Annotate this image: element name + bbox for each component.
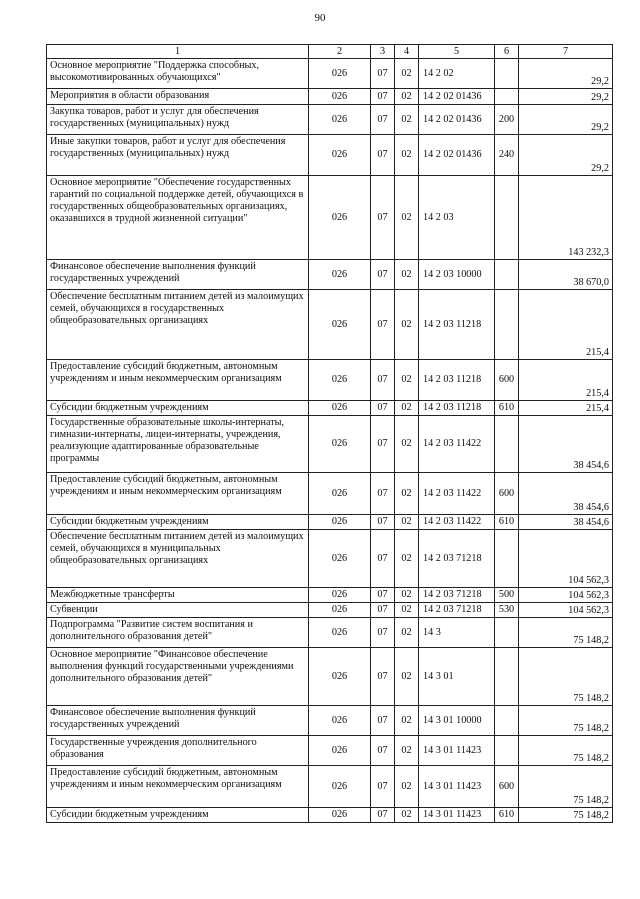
row-amount-cell: 38 670,0 [519, 260, 613, 290]
row-name-cell: Мероприятия в области образования [47, 89, 309, 105]
row-target-article-cell: 14 2 02 [419, 59, 495, 89]
column-header: 6 [495, 45, 519, 59]
table-row [47, 515, 613, 530]
row-ministry-code-cell: 026 [309, 416, 371, 473]
row-ministry-code-cell: 026 [309, 260, 371, 290]
row-subsection-cell: 02 [395, 473, 419, 515]
row-ministry-code-cell: 026 [309, 603, 371, 618]
row-name-cell: Межбюджетные трансферты [47, 588, 309, 603]
table-row [47, 766, 613, 808]
row-amount-cell: 75 148,2 [519, 766, 613, 808]
table-row [47, 603, 613, 618]
row-expense-type-cell: 610 [495, 808, 519, 823]
row-target-article-cell: 14 2 03 11422 [419, 416, 495, 473]
table-row [47, 360, 613, 401]
row-name-cell: Обеспечение бесплатным питанием детей из малоимущих семей, обучающихся в муниципальных общеобразовательных организациях [47, 530, 309, 588]
row-amount-cell: 38 454,6 [519, 515, 613, 530]
row-section-cell: 07 [371, 105, 395, 135]
table-row [47, 401, 613, 416]
row-subsection-cell: 02 [395, 59, 419, 89]
table-row [47, 59, 613, 89]
row-amount-cell: 104 562,3 [519, 530, 613, 588]
row-target-article-cell: 14 3 01 10000 [419, 706, 495, 736]
row-section-cell: 07 [371, 360, 395, 401]
row-name-cell: Государственные образовательные школы-интернаты, гимназии-интернаты, лицеи-интернаты, учреждения, реализующие адаптированные образовательные программы [47, 416, 309, 473]
row-section-cell: 07 [371, 588, 395, 603]
row-subsection-cell: 02 [395, 105, 419, 135]
row-ministry-code-cell: 026 [309, 766, 371, 808]
row-expense-type-cell: 200 [495, 105, 519, 135]
row-subsection-cell: 02 [395, 401, 419, 416]
row-subsection-cell: 02 [395, 416, 419, 473]
row-expense-type-cell: 530 [495, 603, 519, 618]
row-section-cell: 07 [371, 135, 395, 176]
row-name-cell: Субсидии бюджетным учреждениям [47, 515, 309, 530]
row-name-cell: Предоставление субсидий бюджетным, автономным учреждениям и иным некоммерческим организациям [47, 473, 309, 515]
row-name-cell: Основное мероприятие "Обеспечение государственных гарантий по социальной поддержке детей, обучающихся в государственных общеобразовательных организациях, оказавшихся в трудной жизненной ситуации" [47, 176, 309, 260]
row-target-article-cell: 14 3 [419, 618, 495, 648]
table-row [47, 473, 613, 515]
budget-table [46, 44, 613, 823]
row-subsection-cell: 02 [395, 290, 419, 360]
row-expense-type-cell: 610 [495, 515, 519, 530]
row-expense-type-cell: 600 [495, 360, 519, 401]
row-section-cell: 07 [371, 473, 395, 515]
row-expense-type-cell: 600 [495, 766, 519, 808]
row-ministry-code-cell: 026 [309, 808, 371, 823]
row-amount-cell: 38 454,6 [519, 416, 613, 473]
row-amount-cell: 75 148,2 [519, 736, 613, 766]
row-name-cell: Предоставление субсидий бюджетным, автономным учреждениям и иным некоммерческим организациям [47, 766, 309, 808]
table-row [47, 89, 613, 105]
row-expense-type-cell [495, 290, 519, 360]
row-ministry-code-cell: 026 [309, 135, 371, 176]
row-name-cell: Субсидии бюджетным учреждениям [47, 401, 309, 416]
table-row [47, 135, 613, 176]
row-subsection-cell: 02 [395, 176, 419, 260]
column-header: 3 [371, 45, 395, 59]
row-ministry-code-cell: 026 [309, 176, 371, 260]
row-subsection-cell: 02 [395, 618, 419, 648]
row-expense-type-cell: 600 [495, 473, 519, 515]
column-header: 2 [309, 45, 371, 59]
row-subsection-cell: 02 [395, 515, 419, 530]
row-amount-cell: 215,4 [519, 360, 613, 401]
row-name-cell: Субсидии бюджетным учреждениям [47, 808, 309, 823]
row-subsection-cell: 02 [395, 530, 419, 588]
row-target-article-cell: 14 3 01 11423 [419, 736, 495, 766]
row-expense-type-cell [495, 706, 519, 736]
row-expense-type-cell: 240 [495, 135, 519, 176]
row-subsection-cell: 02 [395, 135, 419, 176]
row-expense-type-cell [495, 648, 519, 706]
column-header: 1 [47, 45, 309, 59]
row-name-cell: Субвенции [47, 603, 309, 618]
row-amount-cell: 215,4 [519, 290, 613, 360]
row-section-cell: 07 [371, 706, 395, 736]
column-header: 4 [395, 45, 419, 59]
row-expense-type-cell [495, 530, 519, 588]
row-name-cell: Основное мероприятие "Финансовое обеспечение выполнения функций государственными учреждениями дополнительного образования детей" [47, 648, 309, 706]
table-row [47, 260, 613, 290]
row-ministry-code-cell: 026 [309, 515, 371, 530]
row-section-cell: 07 [371, 176, 395, 260]
row-section-cell: 07 [371, 416, 395, 473]
row-section-cell: 07 [371, 290, 395, 360]
row-ministry-code-cell: 026 [309, 290, 371, 360]
row-ministry-code-cell: 026 [309, 706, 371, 736]
row-section-cell: 07 [371, 618, 395, 648]
row-target-article-cell: 14 2 02 01436 [419, 89, 495, 105]
row-amount-cell: 29,2 [519, 105, 613, 135]
row-ministry-code-cell: 026 [309, 736, 371, 766]
row-section-cell: 07 [371, 89, 395, 105]
row-section-cell: 07 [371, 603, 395, 618]
table-header-row [47, 45, 613, 59]
column-header: 5 [419, 45, 495, 59]
row-amount-cell: 29,2 [519, 135, 613, 176]
row-target-article-cell: 14 2 03 71218 [419, 588, 495, 603]
row-subsection-cell: 02 [395, 89, 419, 105]
row-target-article-cell: 14 2 03 11218 [419, 290, 495, 360]
row-subsection-cell: 02 [395, 260, 419, 290]
row-subsection-cell: 02 [395, 588, 419, 603]
row-subsection-cell: 02 [395, 808, 419, 823]
row-amount-cell: 75 148,2 [519, 706, 613, 736]
row-target-article-cell: 14 3 01 11423 [419, 808, 495, 823]
page-number: 90 [314, 12, 326, 24]
row-target-article-cell: 14 2 03 71218 [419, 603, 495, 618]
column-header: 7 [519, 45, 613, 59]
row-ministry-code-cell: 026 [309, 588, 371, 603]
row-subsection-cell: 02 [395, 736, 419, 766]
table-row [47, 588, 613, 603]
row-amount-cell: 75 148,2 [519, 808, 613, 823]
table-body [47, 59, 613, 823]
row-amount-cell: 104 562,3 [519, 588, 613, 603]
row-target-article-cell: 14 2 03 11422 [419, 515, 495, 530]
table-row [47, 530, 613, 588]
row-subsection-cell: 02 [395, 603, 419, 618]
table-row [47, 105, 613, 135]
row-name-cell: Государственные учреждения дополнительного образования [47, 736, 309, 766]
table-row [47, 706, 613, 736]
table-row [47, 736, 613, 766]
table-row [47, 618, 613, 648]
row-name-cell: Основное мероприятие "Поддержка способных, высокомотивированных обучающихся" [47, 59, 309, 89]
row-section-cell: 07 [371, 530, 395, 588]
table-row [47, 416, 613, 473]
row-section-cell: 07 [371, 736, 395, 766]
row-ministry-code-cell: 026 [309, 473, 371, 515]
row-ministry-code-cell: 026 [309, 360, 371, 401]
row-name-cell: Подпрограмма "Развитие систем воспитания и дополнительного образования детей" [47, 618, 309, 648]
row-subsection-cell: 02 [395, 766, 419, 808]
row-expense-type-cell [495, 618, 519, 648]
table-row [47, 176, 613, 260]
row-name-cell: Предоставление субсидий бюджетным, автономным учреждениям и иным некоммерческим организациям [47, 360, 309, 401]
row-name-cell: Закупка товаров, работ и услуг для обеспечения государственных (муниципальных) нужд [47, 105, 309, 135]
row-target-article-cell: 14 2 03 11218 [419, 360, 495, 401]
row-target-article-cell: 14 2 03 [419, 176, 495, 260]
row-expense-type-cell: 500 [495, 588, 519, 603]
row-target-article-cell: 14 3 01 11423 [419, 766, 495, 808]
table-row [47, 290, 613, 360]
row-ministry-code-cell: 026 [309, 401, 371, 416]
row-subsection-cell: 02 [395, 360, 419, 401]
row-name-cell: Финансовое обеспечение выполнения функций государственных учреждений [47, 260, 309, 290]
row-ministry-code-cell: 026 [309, 105, 371, 135]
row-target-article-cell: 14 2 02 01436 [419, 105, 495, 135]
row-expense-type-cell [495, 176, 519, 260]
row-target-article-cell: 14 3 01 [419, 648, 495, 706]
row-section-cell: 07 [371, 401, 395, 416]
row-subsection-cell: 02 [395, 706, 419, 736]
row-ministry-code-cell: 026 [309, 89, 371, 105]
row-expense-type-cell [495, 736, 519, 766]
row-section-cell: 07 [371, 59, 395, 89]
row-target-article-cell: 14 2 03 71218 [419, 530, 495, 588]
row-name-cell: Обеспечение бесплатным питанием детей из малоимущих семей, обучающихся в государственных общеобразовательных организациях [47, 290, 309, 360]
row-ministry-code-cell: 026 [309, 59, 371, 89]
row-target-article-cell: 14 2 03 10000 [419, 260, 495, 290]
row-name-cell: Финансовое обеспечение выполнения функций государственных учреждений [47, 706, 309, 736]
row-section-cell: 07 [371, 260, 395, 290]
row-amount-cell: 104 562,3 [519, 603, 613, 618]
row-ministry-code-cell: 026 [309, 618, 371, 648]
table-row [47, 648, 613, 706]
row-name-cell: Иные закупки товаров, работ и услуг для обеспечения государственных (муниципальных) нужд [47, 135, 309, 176]
row-ministry-code-cell: 026 [309, 648, 371, 706]
row-amount-cell: 38 454,6 [519, 473, 613, 515]
row-amount-cell: 75 148,2 [519, 618, 613, 648]
row-section-cell: 07 [371, 766, 395, 808]
row-target-article-cell: 14 2 02 01436 [419, 135, 495, 176]
row-section-cell: 07 [371, 648, 395, 706]
table-row [47, 808, 613, 823]
row-amount-cell: 75 148,2 [519, 648, 613, 706]
row-section-cell: 07 [371, 515, 395, 530]
row-expense-type-cell: 610 [495, 401, 519, 416]
row-amount-cell: 29,2 [519, 59, 613, 89]
row-ministry-code-cell: 026 [309, 530, 371, 588]
row-target-article-cell: 14 2 03 11422 [419, 473, 495, 515]
row-amount-cell: 29,2 [519, 89, 613, 105]
row-expense-type-cell [495, 416, 519, 473]
row-amount-cell: 143 232,3 [519, 176, 613, 260]
row-target-article-cell: 14 2 03 11218 [419, 401, 495, 416]
row-subsection-cell: 02 [395, 648, 419, 706]
row-expense-type-cell [495, 260, 519, 290]
row-expense-type-cell [495, 59, 519, 89]
row-expense-type-cell [495, 89, 519, 105]
row-amount-cell: 215,4 [519, 401, 613, 416]
row-section-cell: 07 [371, 808, 395, 823]
